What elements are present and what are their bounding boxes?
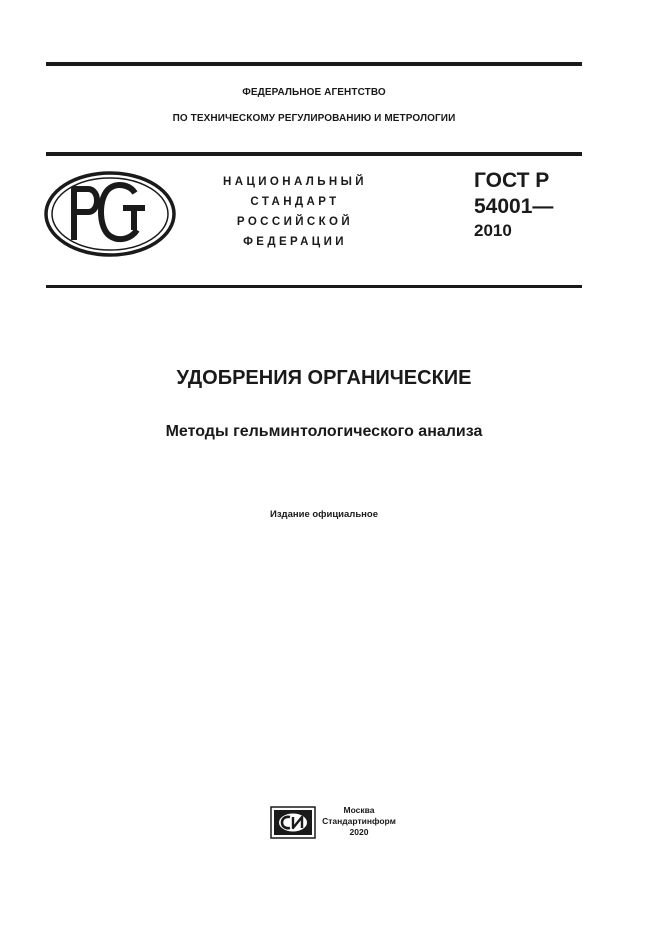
- standard-line-4: ФЕДЕРАЦИИ: [243, 236, 347, 248]
- publisher-city: Москва: [343, 805, 375, 815]
- middle-rule: [46, 152, 582, 156]
- publisher-year: 2020: [349, 827, 369, 837]
- gost-title: ГОСТ Р: [474, 169, 550, 192]
- document-subtitle: Методы гельминтологического анализа: [165, 423, 483, 440]
- gost-designation: [474, 168, 553, 242]
- edition-label: Издание официальное: [270, 509, 378, 520]
- agency-name-line-2: ПО ТЕХНИЧЕСКОМУ РЕГУЛИРОВАНИЮ И МЕТРОЛОГИИ: [172, 113, 456, 124]
- gost-year: 2010: [474, 221, 512, 240]
- top-rule: [46, 62, 582, 66]
- document-title: УДОБРЕНИЯ ОРГАНИЧЕСКИЕ: [176, 367, 472, 389]
- standartinform-logo: [270, 806, 316, 839]
- bottom-rule: [46, 285, 582, 288]
- publisher-name: Стандартинформ: [322, 816, 396, 826]
- standard-line-2: СТАНДАРТ: [250, 196, 340, 208]
- standard-line-1: НАЦИОНАЛЬНЫЙ: [223, 176, 367, 188]
- national-standard-label: [188, 172, 402, 252]
- publisher-info: [318, 805, 400, 838]
- rst-certification-logo: [43, 170, 177, 258]
- gost-number: 54001—: [474, 195, 554, 218]
- agency-name-line-1: ФЕДЕРАЛЬНОЕ АГЕНТСТВО: [242, 87, 386, 98]
- standard-line-3: РОССИЙСКОЙ: [236, 216, 354, 228]
